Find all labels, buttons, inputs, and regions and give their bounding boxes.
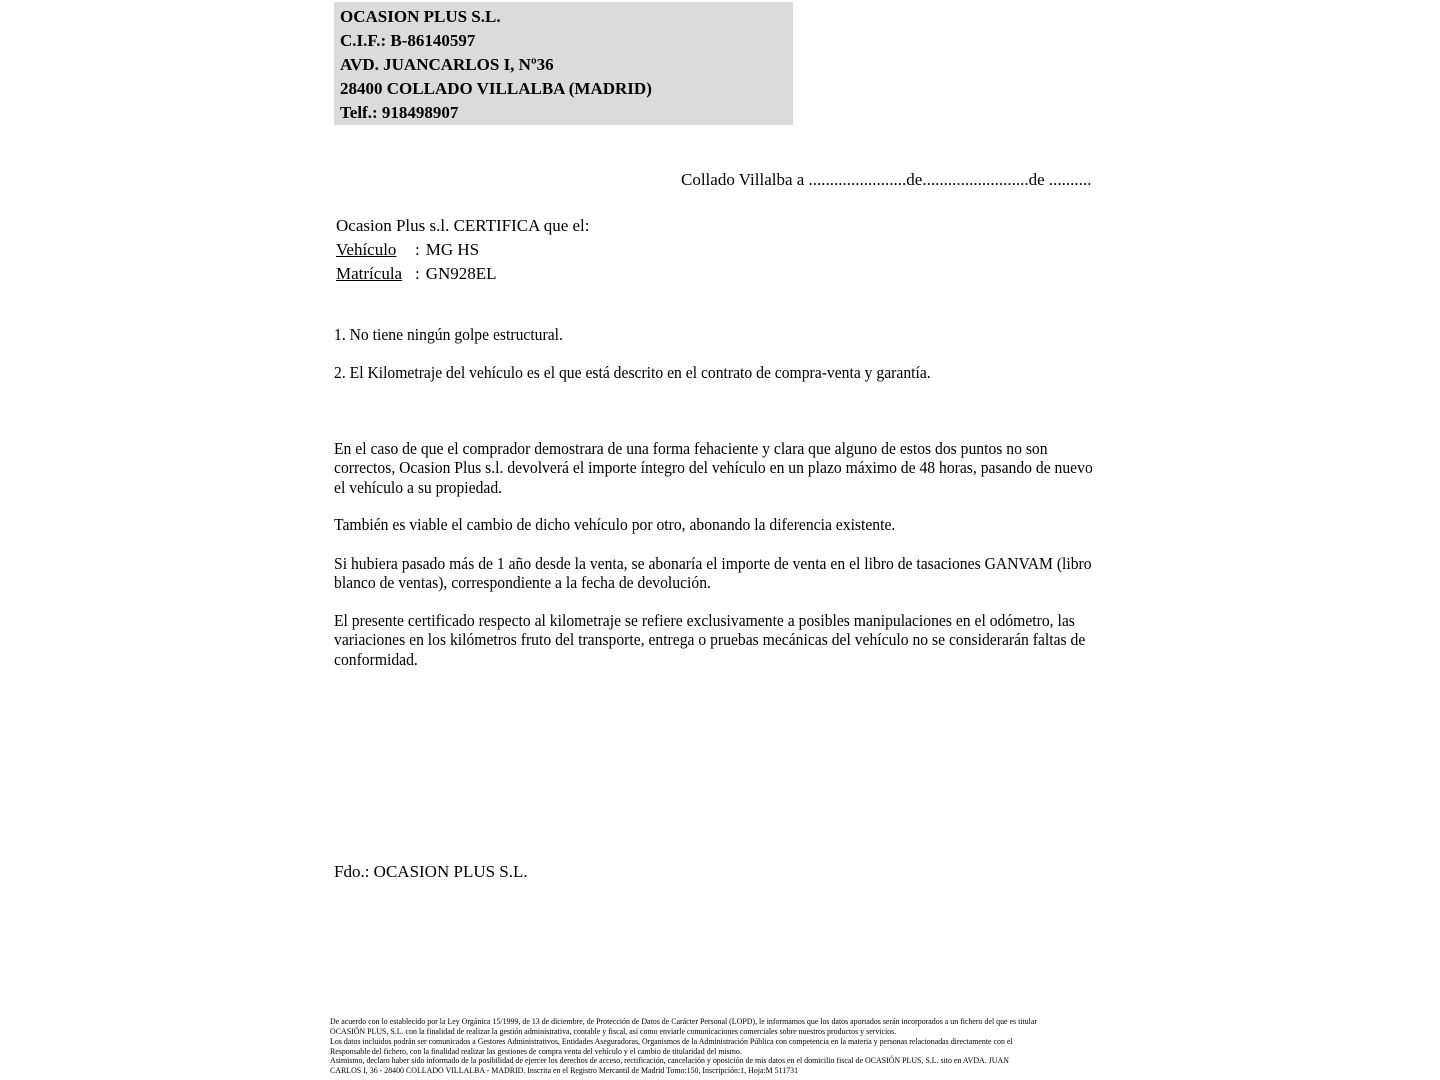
certification-intro: Ocasion Plus s.l. CERTIFICA que el: bbox=[336, 216, 590, 235]
paragraph-refund-condition: En el caso de que el comprador demostrara de una forma fehaciente y clara que alguno de estos dos puntos no son correctos, Ocasion Plus s.l. devolverá el importe íntegro del vehículo en un plazo máximo de 48 horas, pasando de nuevo el vehículo a su propiedad. bbox=[334, 439, 1093, 497]
company-cif: C.I.F.: B-86140597 bbox=[340, 31, 476, 50]
legal-footer bbox=[330, 1017, 1037, 1076]
certification-block bbox=[336, 214, 590, 286]
plate-label: Matrícula bbox=[336, 264, 403, 283]
signature-line: Fdo.: OCASION PLUS S.L. bbox=[334, 862, 528, 881]
paragraph-exchange-option: También es viable el cambio de dicho vehículo por otro, abonando la diferencia existente. bbox=[334, 515, 896, 534]
vehicle-separator: : bbox=[415, 240, 420, 259]
company-header-block bbox=[334, 2, 793, 125]
vehicle-value: MG HS bbox=[425, 240, 480, 259]
legal-line-5: Asimismo, declaro haber sido informado de la posibilidad de ejercer los derechos de acceso, rectificación, cancelación y oposición de mis datos en el domicilio fiscal de OCASIÓN PLUS, S.L. sito en AVDA. JUAN bbox=[330, 1055, 1009, 1066]
company-phone: Telf.: 918498907 bbox=[340, 103, 459, 122]
plate-field bbox=[336, 262, 590, 286]
legal-line-2: OCASIÓN PLUS, S.L. con la finalidad de realizar la gestión administrativa, contable y fiscal, así como enviarle comunicaciones comerciales sobre nuestros productos y servicios. bbox=[330, 1025, 897, 1036]
date-line: Collado Villalba a .......................de.........................de .......... bbox=[681, 170, 1092, 189]
vehicle-label: Vehículo bbox=[336, 240, 397, 259]
company-name: OCASION PLUS S.L. bbox=[340, 7, 501, 26]
legal-line-4: Responsable del fichero, con la finalidad realizar las gestiones de compra venta del vehículo y el cambio de titularidad del mismo. bbox=[330, 1045, 742, 1056]
vehicle-field bbox=[336, 238, 590, 262]
plate-value: GN928EL bbox=[425, 264, 497, 283]
company-city: 28400 COLLADO VILLALBA (MADRID) bbox=[340, 79, 652, 98]
numbered-point-2: 2. El Kilometraje del vehículo es el que está descrito en el contrato de compra-venta y garantía. bbox=[334, 363, 931, 382]
paragraph-ganvam-valuation: Si hubiera pasado más de 1 año desde la venta, se abonaría el importe de venta en el libro de tasaciones GANVAM (libro blanco de ventas), correspondiente a la fecha de devolución. bbox=[334, 554, 1092, 593]
paragraph-odometer-scope: El presente certificado respecto al kilometraje se refiere exclusivamente a posibles manipulaciones en el odómetro, las variaciones en los kilómetros fruto del transporte, entrega o pruebas mecánicas del vehículo no se considerarán faltas de conformidad. bbox=[334, 611, 1086, 669]
legal-line-1: De acuerdo con lo establecido por la Ley Orgánica 15/1999, de 13 de diciembre, de Protección de Datos de Carácter Personal (LOPD), le informamos que los datos aportados serán incorporados a un fichero del que es titular bbox=[330, 1016, 1037, 1026]
company-address: AVD. JUANCARLOS I, Nº36 bbox=[340, 55, 554, 74]
legal-line-3: Los datos incluidos podrán ser comunicados a Gestores Administrativos, Entidades Aseguradoras, Organismos de la Administración Pública con competencia en la materia y personas relacionadas directamente con el bbox=[330, 1035, 1013, 1046]
numbered-point-1: 1. No tiene ningún golpe estructural. bbox=[334, 325, 563, 344]
legal-line-6: CARLOS I, 36 - 28400 COLLADO VILLALBA - MADRID. Inscrita en el Registro Mercantil de Madrid Tomo:150, Inscripción:1, Hoja:M 511731 bbox=[330, 1065, 799, 1076]
plate-separator: : bbox=[415, 264, 420, 283]
